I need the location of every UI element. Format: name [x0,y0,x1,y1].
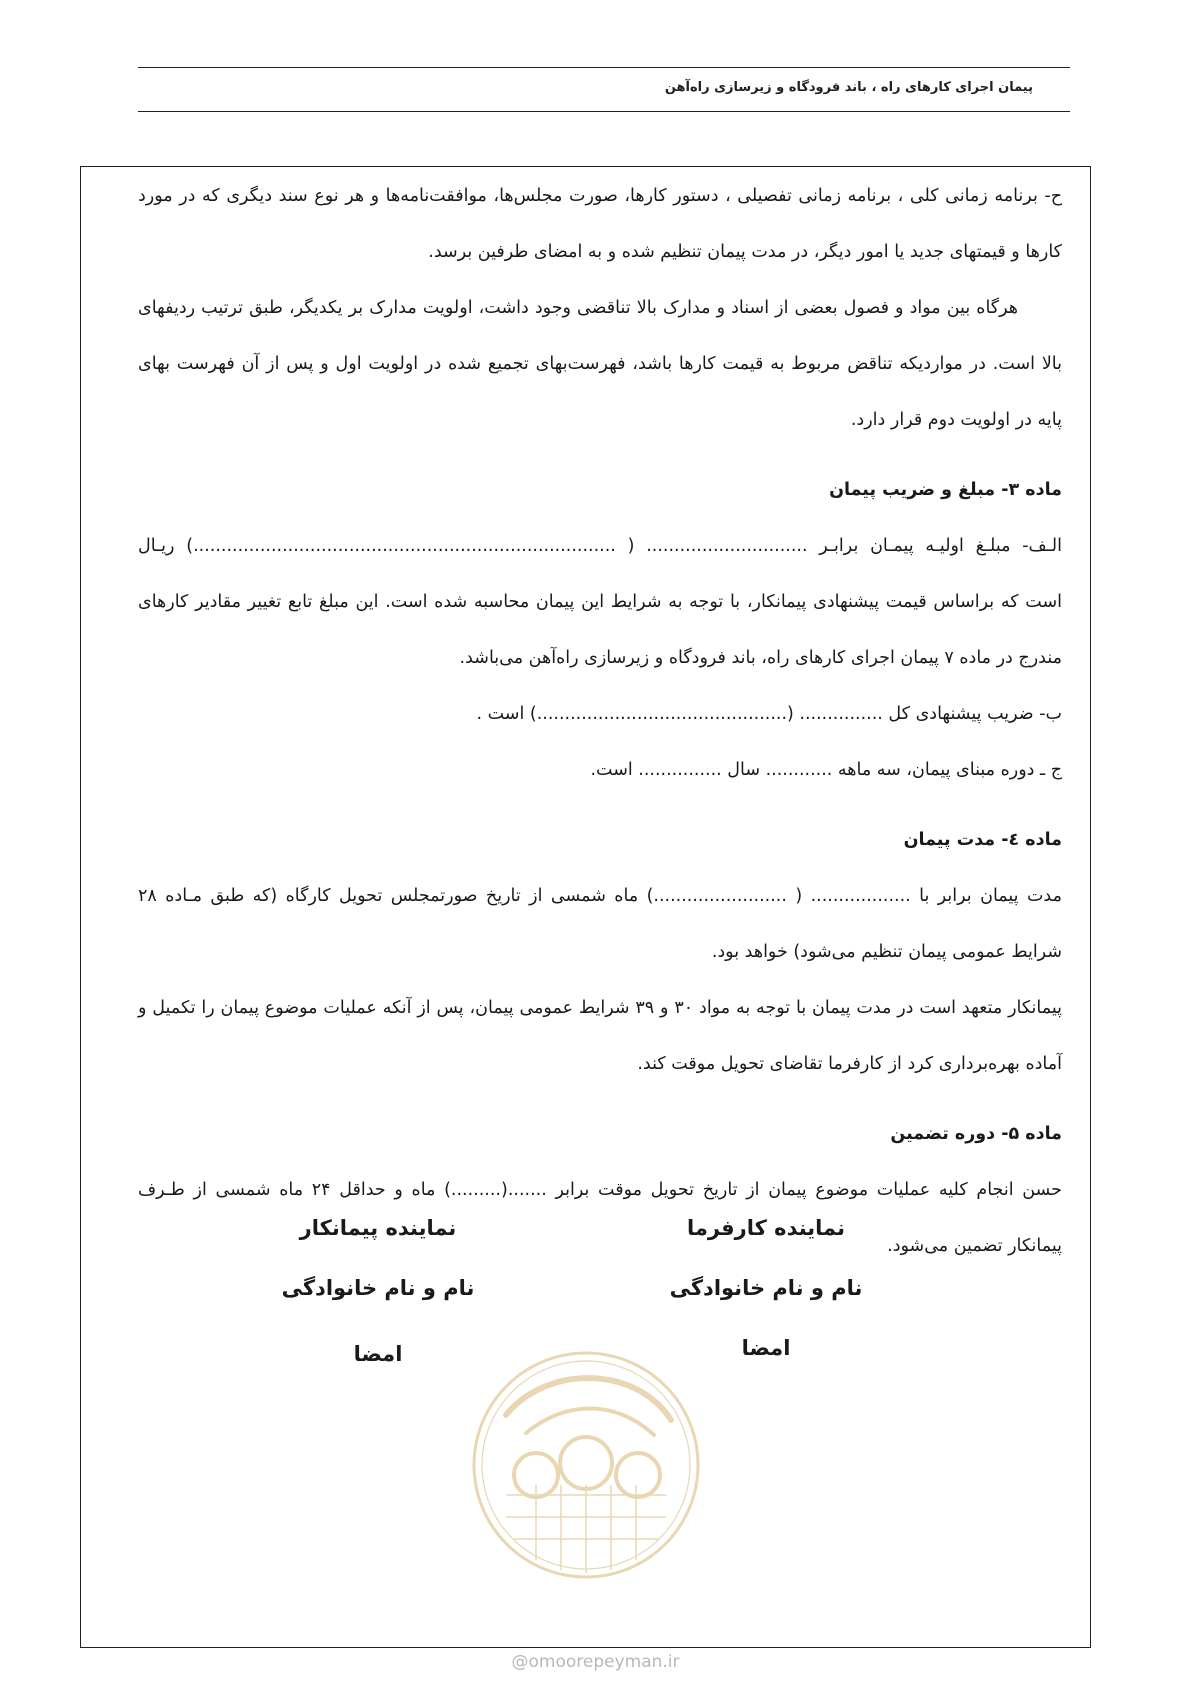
article-3-base-period: ج ـ دوره مبنای پیمان، سه ماهه ............ سال ............... است. [590,760,1062,780]
employer-sign-field: امضا [741,1336,791,1360]
contractor-name-field: نام و نام خانوادگی [281,1276,475,1300]
article-4-duration: مدت پیمان برابر با .................. ( ........................) ماه شمسی از تاریخ صورتمجلس تحویل کارگاه (که طبق مـاده ۲۸ شرایط عمومی پیمان تنظیم می‌شود) خواهد بود. [138,886,1062,962]
document-body [138,168,1062,1274]
paragraph-h: ح- برنامه زمانی کلی ، برنامه زمانی تفصیلی ، دستور کارها، صورت مجلس‌ها، موافقت‌نامه‌ها و هر نوع سند دیگری که در مورد کارها و قیمتهای جدید یا امور دیگر، در مدت پیمان تنظیم شده و به امضای طرفین برسد. [138,186,1062,262]
article-3-heading: ماده ۳- مبلغ و ضریب پیمان [829,480,1062,500]
header-rule-top [138,67,1070,68]
employer-title: نماینده کارفرما [686,1216,846,1240]
contractor-title: نماینده پیمانکار [299,1216,457,1240]
article-4-heading: ماده ٤- مدت پیمان [903,830,1062,850]
employer-name-field: نام و نام خانوادگی [669,1276,863,1300]
article-3-amount: الـف- مبلـغ اولیـه پیمـان برابـر ............................. ( ............................................................................) ریـال [138,536,1062,556]
page-header-title: پیمان اجرای کارهای راه ، باند فرودگاه و زیرسازی راه‌آهن [664,80,1033,95]
article-4-obligation: پیمانکار متعهد است در مدت پیمان با توجه به مواد ۳۰ و ۳۹ شرایط عمومی پیمان، پس از آنکه عملیات موضوع پیمان را تکمیل و آماده بهره‌برداری کرد از کارفرما تقاضای تحویل موقت کند. [138,998,1063,1074]
paragraph-priority: هرگاه بین مواد و فصول بعضی از اسناد و مدارک بالا تناقضی وجود داشت، اولویت مدارک بر یکدیگر، طبق ترتیب ردیفهای بالا است. در مواردیکه تناقض مربوط به قیمت کارها باشد، فهرست‌بهای تجمیع شده در اولویت اول و پس از آن فهرست بهای پایه در اولویت دوم قرار دارد. [138,298,1062,430]
article-3-basis: است که براساس قیمت پیشنهادی پیمانکار، با توجه به شرایط این پیمان محاسبه شده است. این مبلغ تابع تغییر مقادیر کارهای مندرج در ماده ۷ پیمان اجرای کارهای راه، باند فرودگاه و زیرسازی راه‌آهن می‌باشد. [138,592,1062,668]
footer-watermark: @omoorepeyman.ir [511,1652,680,1672]
article-5-guarantee: حسن انجام کلیه عملیات موضوع پیمان از تاریخ تحویل موقت برابر .......(.........) ماه و حداقل ۲۴ ماه شمسی از طـرف پیمانکار تضمین می‌شود. [138,1180,1062,1256]
company-seal-logo [466,1345,706,1585]
article-5-heading: ماده ۵- دوره تضمین [890,1124,1062,1144]
article-3-coefficient: ب- ضریب پیشنهادی کل ............... (.............................................) است . [476,704,1062,724]
header-rule-bottom [138,111,1070,112]
contractor-sign-field: امضا [353,1342,403,1366]
